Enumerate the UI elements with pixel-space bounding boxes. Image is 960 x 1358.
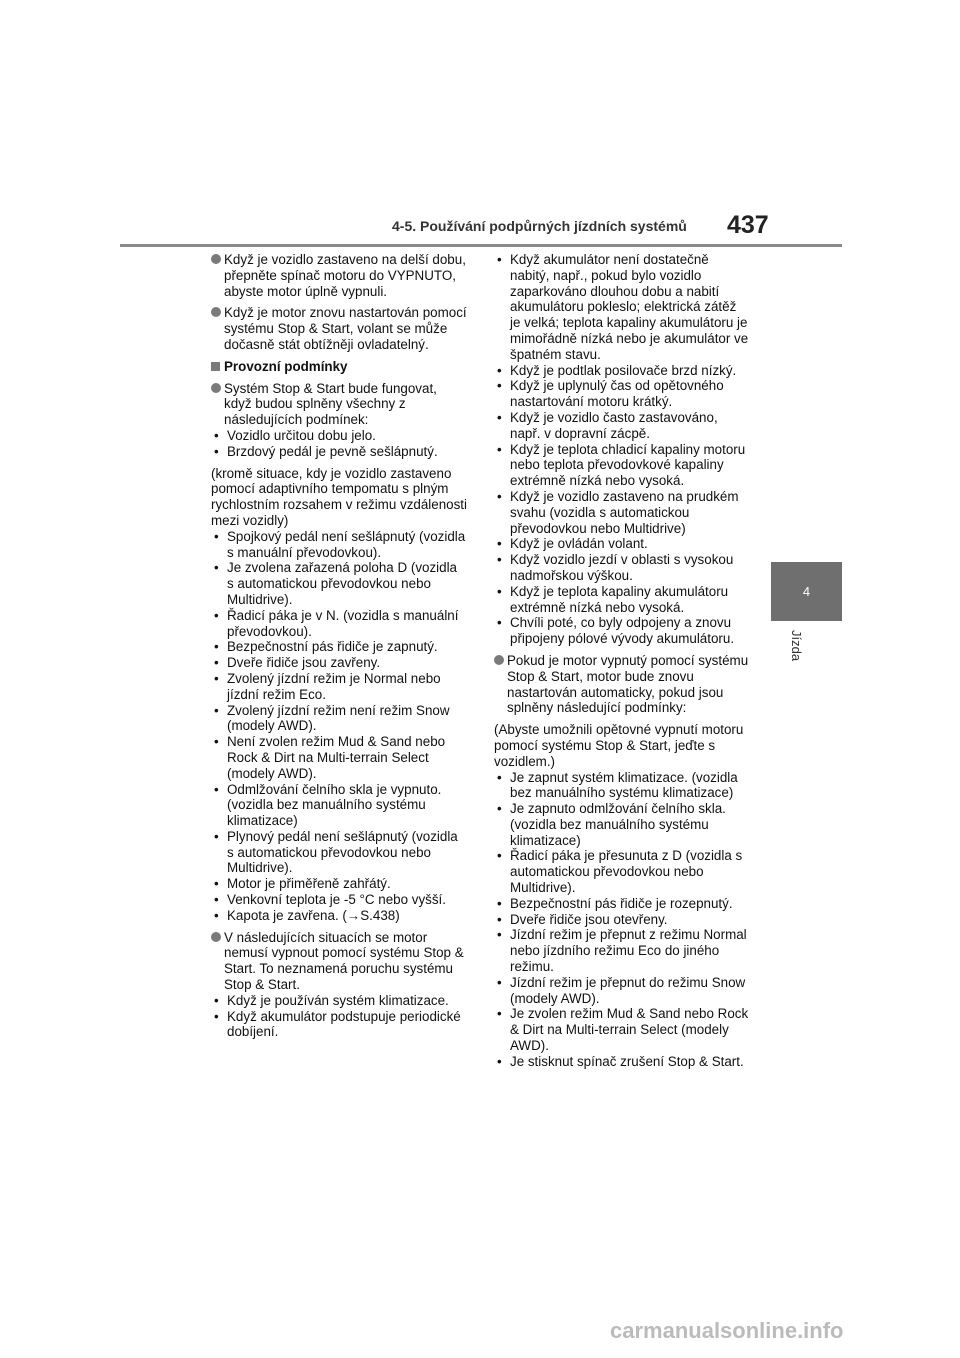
list-item <box>211 655 467 671</box>
list-item-text: Chvíli poté, co byly odpojeny a znovu připojeny pólové vývody akumulátoru. <box>510 615 735 647</box>
bullet-paragraph <box>211 381 467 428</box>
list-item-text: Bezpečnostní pás řidiče je zapnutý. <box>227 639 438 655</box>
bullet-dot-icon: • <box>497 1006 502 1022</box>
list-item <box>494 1054 750 1070</box>
section-title: 4-5. Používání podpůrných jízdních systémů <box>392 218 687 234</box>
list-item <box>211 734 467 781</box>
bullet-dot-icon: • <box>497 378 502 394</box>
bullet-dot-icon: • <box>497 974 502 990</box>
list-item <box>211 876 467 892</box>
list-item-text: Je zvolena zařazená poloha D (vozidla s automatickou převodovkou nebo Multidrive). <box>227 560 458 607</box>
bullet-dot-icon: • <box>214 828 219 844</box>
bullet-dot-icon: • <box>497 583 502 599</box>
list-item-text: Když je teplota kapaliny akumulátoru extrémně nízká nebo vysoká. <box>510 583 729 615</box>
situations-list <box>211 993 467 1040</box>
list-item <box>211 1009 467 1041</box>
list-item <box>211 829 467 876</box>
list-item <box>494 801 750 848</box>
circle-bullet-icon <box>211 254 221 264</box>
conditions-list <box>211 428 467 460</box>
list-item-text: Když je vozidlo často zastavováno, např. v dopravní zácpě. <box>510 409 718 441</box>
list-item <box>494 975 750 1007</box>
bullet-dot-icon: • <box>214 607 219 623</box>
list-item <box>494 489 750 536</box>
bullet-dot-icon: • <box>214 992 219 1008</box>
list-item-text: Motor je přiměřeně zahřátý. <box>227 876 391 892</box>
bullet-dot-icon: • <box>214 655 219 671</box>
list-item-text: Dveře řidiče jsou zavřeny. <box>227 655 381 671</box>
list-item <box>494 848 750 895</box>
situations-list <box>494 252 750 647</box>
conditions-list <box>211 529 467 924</box>
list-item <box>494 615 750 647</box>
list-item <box>211 908 467 924</box>
list-item <box>494 896 750 912</box>
list-item-text: Není zvolen režim Mud & Sand nebo Rock & Dirt na Multi-terrain Select (modely AWD). <box>227 734 446 781</box>
chapter-title: Jízda <box>789 630 804 662</box>
list-item-text: Je stisknut spínač zrušení Stop & Start. <box>510 1053 744 1069</box>
list-item <box>211 608 467 640</box>
list-item <box>494 912 750 928</box>
list-item <box>494 442 750 489</box>
chapter-tab: 4 <box>771 562 842 621</box>
left-column <box>211 252 467 1046</box>
bullet-dot-icon: • <box>497 488 502 504</box>
list-item-text: Venkovní teplota je -5 °C nebo vyšší. <box>227 892 446 908</box>
list-item <box>211 428 467 444</box>
bullet-dot-icon: • <box>214 876 219 892</box>
bullet-dot-icon: • <box>214 907 219 923</box>
list-item <box>494 252 750 363</box>
list-item-text: Když je teplota chladicí kapaliny motoru nebo teplota převodovkové kapaliny extrémně nízká nebo vysoká. <box>510 441 746 489</box>
page-number: 437 <box>727 211 769 239</box>
paragraph-text: Když je motor znovu nastartován pomocí systému Stop & Start, volant se může dočasně stát obtížněji ovladatelný. <box>224 305 467 352</box>
list-item <box>494 770 750 802</box>
bullet-dot-icon: • <box>214 734 219 750</box>
list-item <box>494 552 750 584</box>
list-item <box>494 1006 750 1053</box>
bullet-dot-icon: • <box>497 536 502 552</box>
list-item-text: Je zapnuto odmlžování čelního skla. (vozidla bez manuálního systému klimatizace) <box>510 801 726 848</box>
paragraph-text: V následujících situacích se motor nemusí vypnout pomocí systému Stop & Start. To neznamená poruchu systému Stop & Start. <box>224 929 464 993</box>
list-item-text: Když akumulátor není dostatečně nabitý, např., pokud bylo vozidlo zaparkováno dlouhou dobu a nabití akumulátoru pokleslo; elektrická zátěž je velká; teplota kapaliny akumulátoru je mimořádně nízká nebo je akumulátor ve špatném stavu. <box>510 252 749 362</box>
bullet-paragraph <box>494 653 750 716</box>
bullet-dot-icon: • <box>497 615 502 631</box>
bullet-dot-icon: • <box>214 892 219 908</box>
bullet-dot-icon: • <box>497 911 502 927</box>
paragraph: (kromě situace, kdy je vozidlo zastaveno pomocí adaptivního tempomatu s plným rychlostním rozsahem v režimu vzdálenosti mezi vozidly) <box>211 465 467 528</box>
bullet-dot-icon: • <box>214 427 219 443</box>
list-item-text: Odmlžování čelního skla je vypnuto. (vozidla bez manuálního systému klimatizace) <box>227 781 442 829</box>
circle-bullet-icon <box>211 932 221 942</box>
list-item <box>211 671 467 703</box>
list-item <box>494 363 750 379</box>
list-item-text: Je zvolen režim Mud & Sand nebo Rock & Dirt na Multi-terrain Select (modely AWD). <box>510 1006 749 1054</box>
list-item-text: Když vozidlo jezdí v oblasti s vysokou nadmořskou výškou. <box>510 552 734 583</box>
paragraph: (Abyste umožnili opětovné vypnutí motoru pomocí systému Stop & Start, jeďte s vozidlem.) <box>494 722 744 769</box>
header-divider <box>120 244 842 247</box>
list-item-text: Jízdní režim je přepnut z režimu Normal nebo jízdního režimu Eco do jiného režimu. <box>510 927 747 975</box>
list-item-text: Když je podtlak posilovače brzd nízký. <box>510 362 737 378</box>
list-item <box>494 378 750 410</box>
list-item <box>494 536 750 552</box>
list-item <box>494 584 750 616</box>
list-item-text: Vozidlo určitou dobu jelo. <box>227 427 376 443</box>
list-item <box>211 639 467 655</box>
list-item <box>211 703 467 735</box>
bullet-dot-icon: • <box>497 927 502 943</box>
square-bullet-icon <box>211 362 220 371</box>
bullet-dot-icon: • <box>214 702 219 718</box>
bullet-dot-icon: • <box>214 1008 219 1024</box>
list-item <box>211 444 467 460</box>
list-item-text: Když akumulátor podstupuje periodické dobíjení. <box>227 1008 461 1040</box>
list-item-text: Když je používán systém klimatizace. <box>227 992 449 1008</box>
bullet-dot-icon: • <box>497 1053 502 1069</box>
bullet-dot-icon: • <box>214 670 219 686</box>
list-item-text: Dveře řidiče jsou otevřeny. <box>510 911 668 927</box>
bullet-dot-icon: • <box>497 552 502 568</box>
watermark: carmanualsonline.info <box>610 1318 844 1343</box>
bullet-dot-icon: • <box>497 895 502 911</box>
paragraph-text: Systém Stop & Start bude fungovat, když budou splněny všechny z následujících podmínek: <box>224 380 437 428</box>
bullet-paragraph <box>211 252 467 299</box>
list-item-text: Řadicí páka je v N. (vozidla s manuální převodovkou). <box>227 607 459 639</box>
list-item-text: Když je uplynulý čas od opětovného nastartování motoru krátký. <box>510 378 724 410</box>
list-item-text: Je zapnut systém klimatizace. (vozidla bez manuálního systému klimatizace) <box>510 769 738 801</box>
list-item <box>211 782 467 829</box>
bullet-dot-icon: • <box>497 409 502 425</box>
bullet-dot-icon: • <box>214 528 219 544</box>
bullet-dot-icon: • <box>497 848 502 864</box>
list-item-text: Spojkový pedál není sešlápnutý (vozidla s manuální převodovkou). <box>227 528 466 560</box>
list-item-text: Zvolený jízdní režim je Normal nebo jízdní režim Eco. <box>227 670 441 702</box>
paragraph-text: Když je vozidlo zastaveno na delší dobu, přepněte spínač motoru do VYPNUTO, abyste motor úplně vypnuli. <box>224 252 466 299</box>
list-item <box>494 927 750 974</box>
bullet-paragraph <box>211 930 467 993</box>
list-item <box>211 892 467 908</box>
list-item-text: Když je ovládán volant. <box>510 536 648 552</box>
list-item-text: Bezpečnostní pás řidiče je rozepnutý. <box>510 895 733 911</box>
right-column <box>494 252 750 1076</box>
circle-bullet-icon <box>211 307 221 317</box>
bullet-dot-icon: • <box>497 801 502 817</box>
list-item-text: Plynový pedál není sešlápnutý (vozidla s automatickou převodovkou nebo Multidrive). <box>227 828 458 876</box>
list-item-text: Řadicí páka je přesunuta z D (vozidla s automatickou převodovkou nebo Multidrive). <box>510 848 743 896</box>
subsection-heading <box>211 359 467 375</box>
list-item-text: Brzdový pedál je pevně sešlápnutý. <box>227 443 438 459</box>
bullet-dot-icon: • <box>497 252 502 267</box>
list-item <box>211 993 467 1009</box>
bullet-dot-icon: • <box>497 362 502 378</box>
list-item-text: Zvolený jízdní režim není režim Snow (modely AWD). <box>227 702 450 734</box>
restart-conditions-list <box>494 770 750 1070</box>
bullet-paragraph <box>211 305 467 352</box>
list-item-text: Když je vozidlo zastaveno na prudkém svahu (vozidla s automatickou převodovkou nebo Multidrive) <box>510 488 739 536</box>
heading-text: Provozní podmínky <box>224 358 348 374</box>
list-item <box>211 529 467 561</box>
bullet-dot-icon: • <box>497 441 502 457</box>
bullet-dot-icon: • <box>214 639 219 655</box>
list-item-text: Jízdní režim je přepnut do režimu Snow (modely AWD). <box>510 974 746 1006</box>
bullet-dot-icon: • <box>497 769 502 785</box>
bullet-dot-icon: • <box>214 443 219 459</box>
circle-bullet-icon <box>211 383 221 393</box>
list-item-text: Kapota je zavřena. (→S.438) <box>227 907 400 923</box>
circle-bullet-icon <box>494 655 504 665</box>
list-item <box>211 560 467 607</box>
list-item <box>494 410 750 442</box>
bullet-dot-icon: • <box>214 781 219 797</box>
paragraph-text: Pokud je motor vypnutý pomocí systému Stop & Start, motor bude znovu nastartován automaticky, pokud jsou splněny následující podmínky: <box>507 652 749 716</box>
bullet-dot-icon: • <box>214 560 219 576</box>
